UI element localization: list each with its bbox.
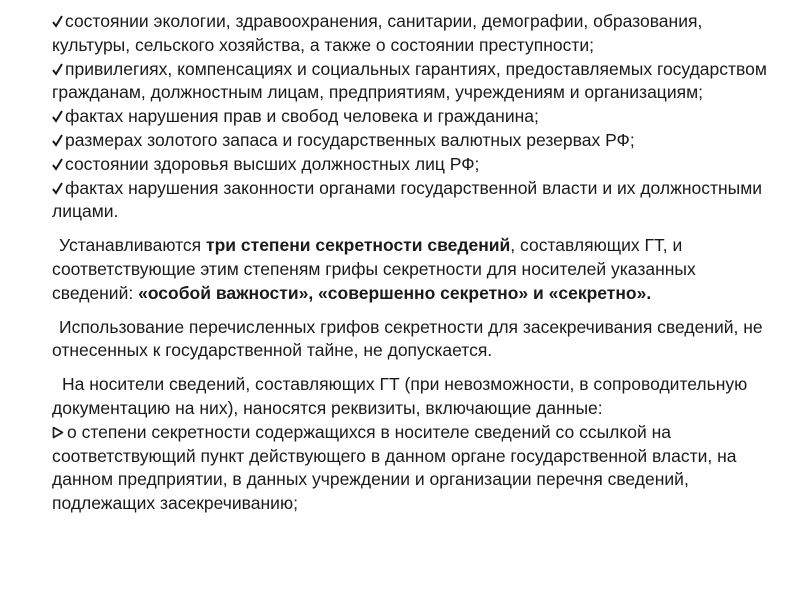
list-item: [52, 58, 776, 106]
list-item-text: привилегиях, компенсациях и социальных гарантиях, предоставляемых государством гражданам, должностным лицам, предприятиям, учреждениям и организациям;: [52, 58, 767, 103]
list-item: [52, 105, 776, 129]
arrow-bullet-icon: [52, 426, 64, 439]
checkmark-icon: [52, 182, 63, 195]
list-item-text: состоянии экологии, здравоохранения, санитарии, демографии, образования, культуры, сельского хозяйства, а также о состоянии преступности;: [52, 11, 703, 55]
list-item: [52, 10, 776, 58]
paragraph-carriers: На носители сведений, составляющих ГТ (при невозможности, в сопроводительную документацию на них), наносятся реквизиты, включающие данные:: [52, 374, 748, 418]
paragraph-secrecy-degrees: [52, 234, 776, 305]
checkmark-icon: [52, 15, 63, 28]
list-item-text: размерах золотого запаса и государственных валютных резервах РФ;: [65, 129, 635, 150]
slide-content: [52, 10, 776, 516]
list-item-text: о степени секретности содержащихся в носителе сведений со ссылкой на соответствующий пункт действующего в данном органе государственной власти, на данном предприятии, в данных учреждении и организации перечня сведений, подлежащих засекречиванию;: [52, 421, 737, 514]
list-item-text: состоянии здоровья высших должностных лиц РФ;: [65, 153, 480, 174]
list-item: [52, 129, 776, 153]
checkmark-icon: [52, 63, 63, 76]
checkmark-icon: [52, 134, 63, 147]
checkmark-icon: [52, 158, 63, 171]
checkmark-icon: [52, 110, 63, 123]
list-item: [52, 177, 776, 225]
bold-text-run: «особой важности», «совершенно секретно» и «секретно».: [138, 282, 652, 303]
list-item-text: фактах нарушения законности органами государственной власти и их должностными лицами.: [52, 177, 763, 222]
text-run: Устанавливаются: [59, 235, 207, 256]
bold-text-run: три степени секретности сведений: [206, 235, 511, 256]
list-item: [52, 153, 776, 177]
paragraph-usage: Использование перечисленных грифов секретности для засекречивания сведений, не отнесенных к государственной тайне, не допускается.: [52, 316, 763, 361]
list-item-text: фактах нарушения прав и свобод человека и гражданина;: [65, 106, 539, 127]
list-item: [52, 421, 776, 516]
text-run: , составляющих ГТ, и соответствующие этим степеням грифы секретности для носителей указанных сведений:: [52, 235, 696, 303]
